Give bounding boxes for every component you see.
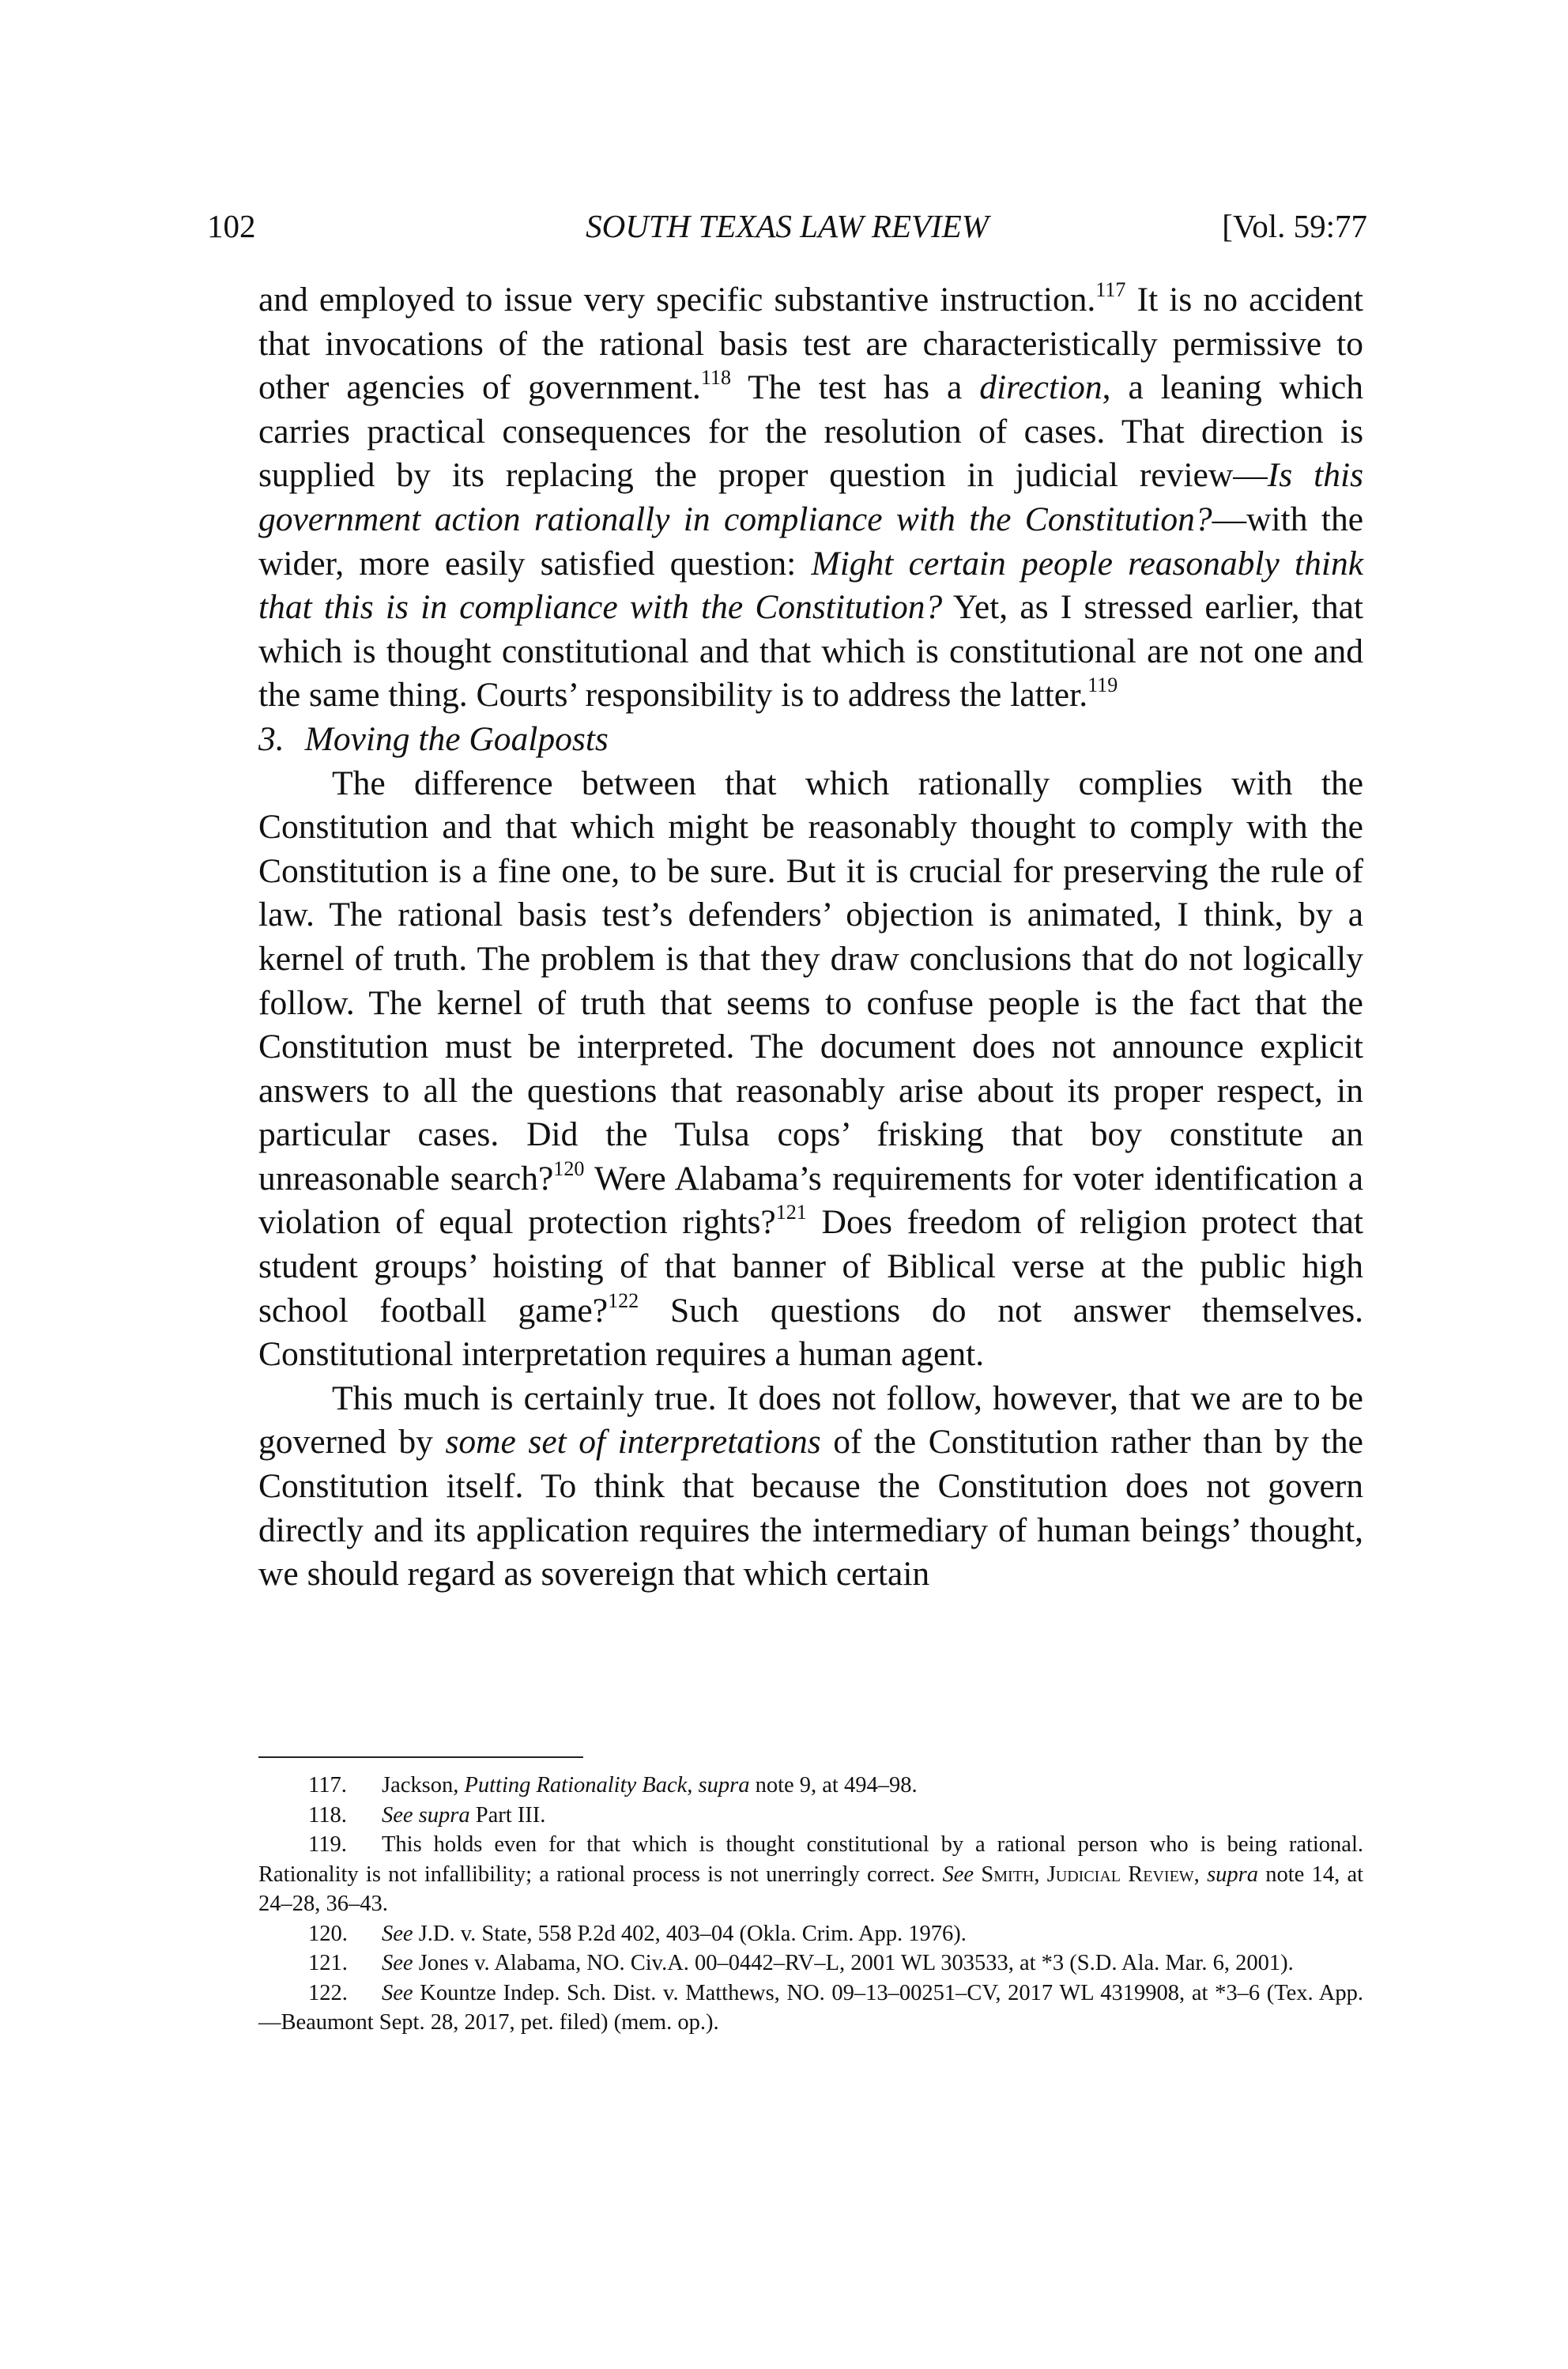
footnote-ref-119[interactable]: 119 [1087, 673, 1118, 697]
text-run: Does freedom of religion protect that student groups’ hoisting of that banner of Biblical verse at the public high school football game? [258, 1203, 1363, 1330]
footnote-ref-120[interactable]: 120 [553, 1156, 585, 1180]
footnote-117 [258, 1771, 1363, 1801]
footnote-ref-118[interactable]: 118 [700, 366, 731, 390]
footnote-118 [258, 1801, 1363, 1831]
text-run: The difference between that which rationally complies with the Constitution and that which might be reasonably thought to comply with the Constitution is a fine one, to be sure. But it is crucial for preserving the rule of law. The rational basis test’s defenders’ objection is animated, I think, by a kernel of truth. The problem is that they draw conclusions that do not logically follow. The kernel of truth that seems to confuse people is the fact that the Constitution must be interpreted. The document does not announce explicit answers to all the questions that reasonably arise about its proper respect, in particular cases. Did the Tulsa cops’ frisking that boy constitute an unreasonable search? [258, 764, 1363, 1198]
text-run: Jackson, [382, 1773, 465, 1797]
text-run: note 9, at 494–98. [749, 1773, 918, 1797]
section-heading [258, 718, 1363, 762]
text-run: J.D. v. State, 558 P.2d 402, 403–04 (Okla. Crim. App. 1976). [413, 1921, 967, 1946]
question-italic: Is this government action rationally in compliance with the Constitution? [258, 456, 1363, 538]
section-title: Moving the Goalposts [304, 719, 609, 758]
emphasis: some set of interpretations [445, 1423, 821, 1462]
text-run: , [1193, 1862, 1208, 1887]
footnote-ref-122[interactable]: 122 [608, 1288, 639, 1312]
text-run: The test has a [731, 368, 980, 407]
section-number: 3. [258, 719, 285, 758]
page-number: 102 [207, 208, 256, 244]
footnote-121 [258, 1948, 1363, 1979]
citation-italic: See [382, 1921, 413, 1946]
text-run: This holds even for that which is thought constitutional by a rational person who is being rational. Rationality is not infallibility; a rational process is not unerringly correct. [258, 1832, 1363, 1887]
citation-italic: See [942, 1862, 974, 1887]
footnote-number: 119. [308, 1832, 347, 1857]
footnote-ref-117[interactable]: 117 [1095, 277, 1126, 301]
text-run: note 14, at 24–28, 36–43. [258, 1862, 1364, 1916]
footnote-number: 118. [308, 1802, 347, 1828]
emphasis: direction [979, 368, 1102, 407]
text-run: It is no accident that invocations of the rational basis test are characteristically permissive to other agencies of government. [258, 281, 1363, 407]
citation-italic: See [382, 1951, 413, 1975]
footnote-122 [258, 1979, 1363, 2038]
footnote-number: 120. [308, 1921, 348, 1946]
footnotes [258, 1771, 1363, 2038]
question-italic: Might certain people reasonably think that this is in compliance with the Constitution? [258, 544, 1363, 627]
paragraph-3 [258, 1377, 1363, 1597]
citation-italic: See supra [382, 1802, 470, 1828]
footnote-divider [258, 1756, 583, 1758]
footnote-number: 117. [308, 1773, 347, 1797]
text-run: of the Constitution rather than by the Constitution itself. To think that because the Constitution does not govern directly and its application requires the intermediary of human beings’ thought, we should regard as sovereign that which certain [258, 1423, 1363, 1594]
text-run: Jones v. Alabama, NO. Civ.A. 00–0442–RV–L, 2001 WL 303533, at *3 (S.D. Ala. Mar. 6, 2001). [413, 1951, 1294, 1975]
text-run: Part III. [469, 1802, 546, 1828]
main-text [258, 278, 1363, 1597]
text-run: and employed to issue very specific substantive instruction. [258, 281, 1096, 319]
paragraph-2 [258, 762, 1363, 1377]
text-run: Kountze Indep. Sch. Dist. v. Matthews, NO. 09–13–00251–CV, 2017 WL 4319908, at *3–6 (Tex. App.—Beaumont Sept. 28, 2017, pet. filed) (mem. op.). [258, 1980, 1363, 2035]
small-caps-title: Smith, Judicial Review [981, 1862, 1194, 1887]
journal-title: SOUTH TEXAS LAW REVIEW [586, 208, 989, 244]
text-run: —with the wider, more easily satisfied question: [258, 500, 1364, 583]
text-run: This much is certainly true. It does not follow, however, that we are to be governed by [258, 1379, 1363, 1462]
footnote-number: 122. [308, 1980, 348, 2005]
text-run: Were Alabama’s requirements for voter identification a violation of equal protection rights? [258, 1159, 1364, 1242]
citation-italic: See [382, 1980, 413, 2005]
footnote-120 [258, 1919, 1363, 1949]
text-run: Such questions do not answer themselves. Constitutional interpretation requires a human agent. [258, 1291, 1363, 1374]
running-header [207, 207, 1367, 255]
footnote-ref-121[interactable]: 121 [775, 1201, 807, 1224]
text-run: , a leaning which carries practical consequences for the resolution of cases. That direction is supplied by its replacing the proper question in judicial review— [258, 368, 1363, 495]
volume-citation: [Vol. 59:77 [1222, 208, 1367, 244]
citation-italic: supra [1207, 1862, 1258, 1887]
footnote-number: 121. [308, 1951, 348, 1975]
paragraph-1 [258, 278, 1363, 718]
footnote-119 [258, 1830, 1363, 1919]
citation-italic: Putting Rationality Back, supra [464, 1773, 750, 1797]
text-run: Yet, as I stressed earlier, that which is thought constitutional and that which is constitutional are not one and the same thing. Courts’ responsibility is to address the latter. [258, 588, 1363, 715]
